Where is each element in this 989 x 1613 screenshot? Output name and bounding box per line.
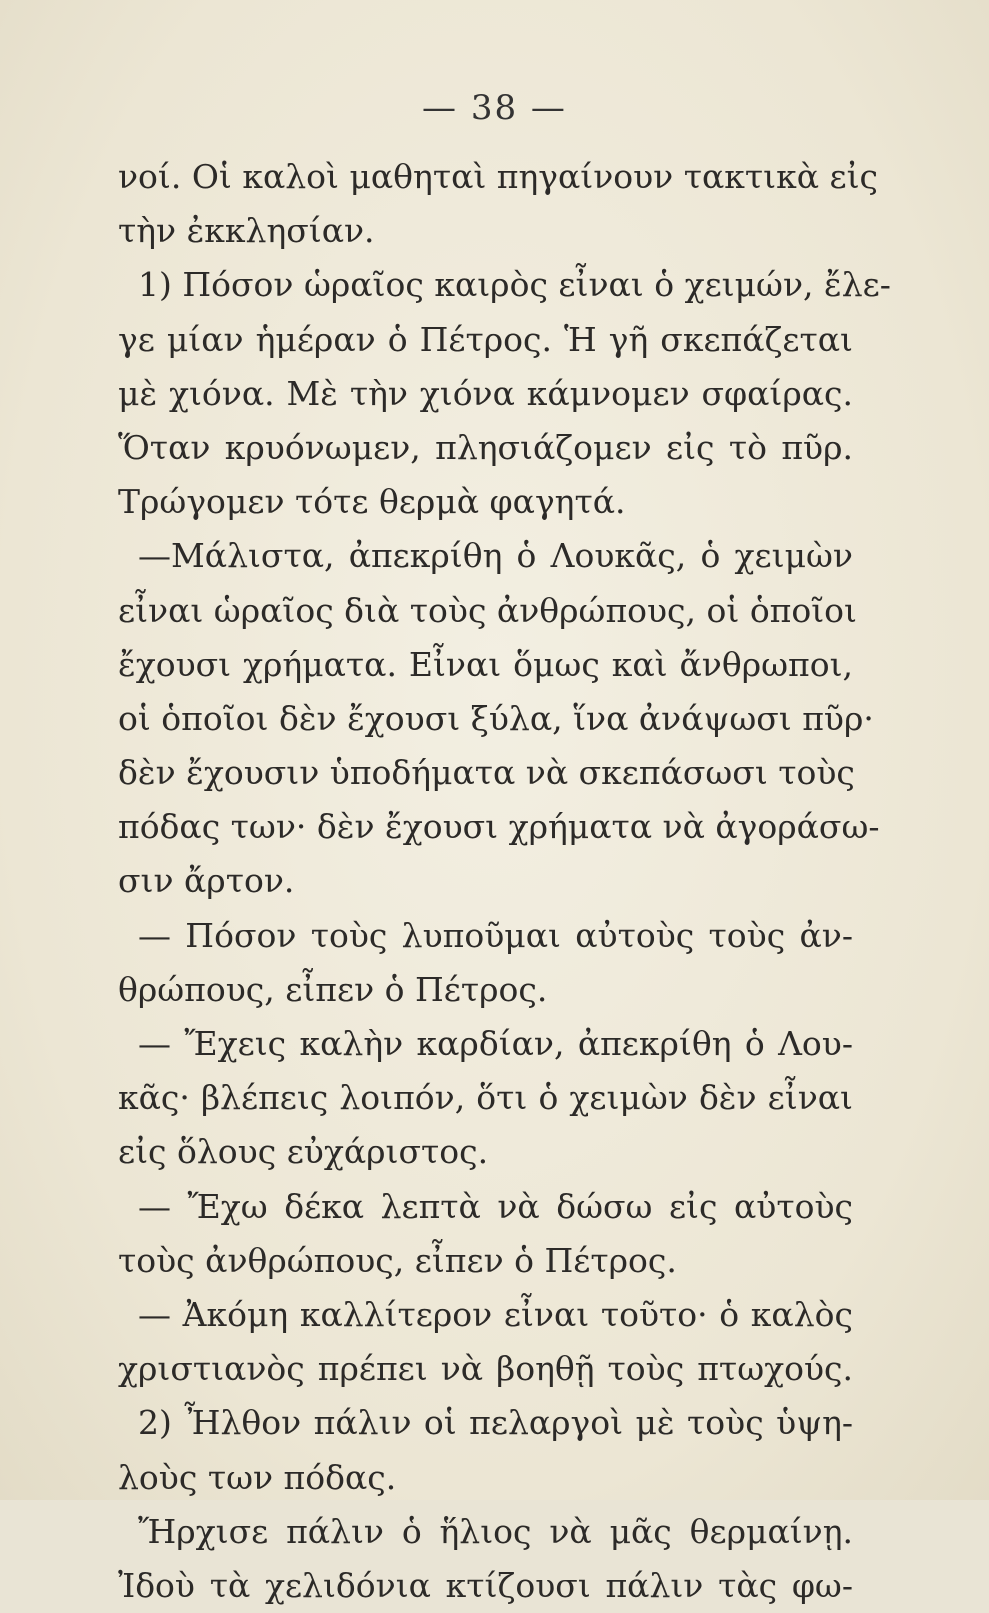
text-line: λοὺς των πόδας.	[118, 1457, 397, 1497]
text-line: Ὅταν κρυόνωμεν, πλησιάζομεν εἰς τὸ πῦρ.	[118, 427, 853, 467]
text-line: νοί. Οἱ καλοὶ μαθηταὶ πηγαίνουν τακτικὰ εἰς	[118, 157, 879, 196]
text-line: — Ἔχεις καλὴν καρδίαν, ἀπεκρίθη ὁ Λου-	[138, 1024, 853, 1063]
text-line: γε μίαν ἡμέραν ὁ Πέτρος. Ἡ γῆ σκεπάζεται	[118, 319, 853, 359]
page-number: — 38 —	[422, 88, 567, 128]
body-text	[118, 150, 891, 1613]
text-line: μὲ χιόνα. Μὲ τὴν χιόνα κάμνομεν σφαίρας.	[118, 373, 853, 413]
text-line: — Ἀκόμη καλλίτερον εἶναι τοῦτο· ὁ καλὸς	[138, 1294, 853, 1334]
text-line: πόδας των· δὲν ἔχουσι χρήματα νὰ ἀγοράσω-	[118, 807, 880, 847]
text-line: δὲν ἔχουσιν ὑποδήματα νὰ σκεπάσωσι τοὺς	[118, 753, 855, 793]
text-line: κᾶς· βλέπεις λοιπόν, ὅτι ὁ χειμὼν δὲν εἶναι	[118, 1078, 853, 1118]
text-line: τοὺς ἀνθρώπους, εἶπεν ὁ Πέτρος.	[118, 1240, 677, 1280]
text-line: θρώπους, εἶπεν ὁ Πέτρος.	[118, 969, 548, 1009]
text-line: Τρώγομεν τότε θερμὰ φαγητά.	[118, 482, 626, 522]
text-line: — Πόσον τοὺς λυποῦμαι αὐτοὺς τοὺς ἀν-	[138, 915, 853, 955]
text-line: εἰς ὅλους εὐχάριστος.	[118, 1132, 489, 1172]
text-line: 2) Ἦλθον πάλιν οἱ πελαργοὶ μὲ τοὺς ὑψη-	[138, 1403, 853, 1443]
text-line: ἔχουσι χρήματα. Εἶναι ὅμως καὶ ἄνθρωποι,	[118, 644, 853, 684]
text-line: οἱ ὁποῖοι δὲν ἔχουσι ξύλα, ἵνα ἀνάψωσι πῦρ·	[118, 698, 874, 738]
text-line: —Μάλιστα, ἀπεκρίθη ὁ Λουκᾶς, ὁ χειμὼν	[138, 536, 853, 576]
text-line: — Ἔχω δέκα λεπτὰ νὰ δώσω εἰς αὐτοὺς	[138, 1186, 853, 1226]
text-line: τὴν ἐκκλησίαν.	[118, 211, 375, 251]
text-line: σιν ἄρτον.	[118, 861, 295, 901]
text-line: χριστιανὸς πρέπει νὰ βοηθῇ τοὺς πτωχούς.	[118, 1349, 853, 1389]
text-line: 1) Πόσον ὡραῖος καιρὸς εἶναι ὁ χειμών, ἔλε-	[138, 265, 891, 305]
text-line: εἶναι ὡραῖος διὰ τοὺς ἀνθρώπους, οἱ ὁποῖοι	[118, 590, 857, 630]
text-line: Ἤρχισε πάλιν ὁ ἥλιος νὰ μᾶς θερμαίνῃ.	[138, 1511, 853, 1551]
text-line: Ἰδοὺ τὰ χελιδόνια κτίζουσι πάλιν τὰς φω-	[118, 1565, 853, 1605]
